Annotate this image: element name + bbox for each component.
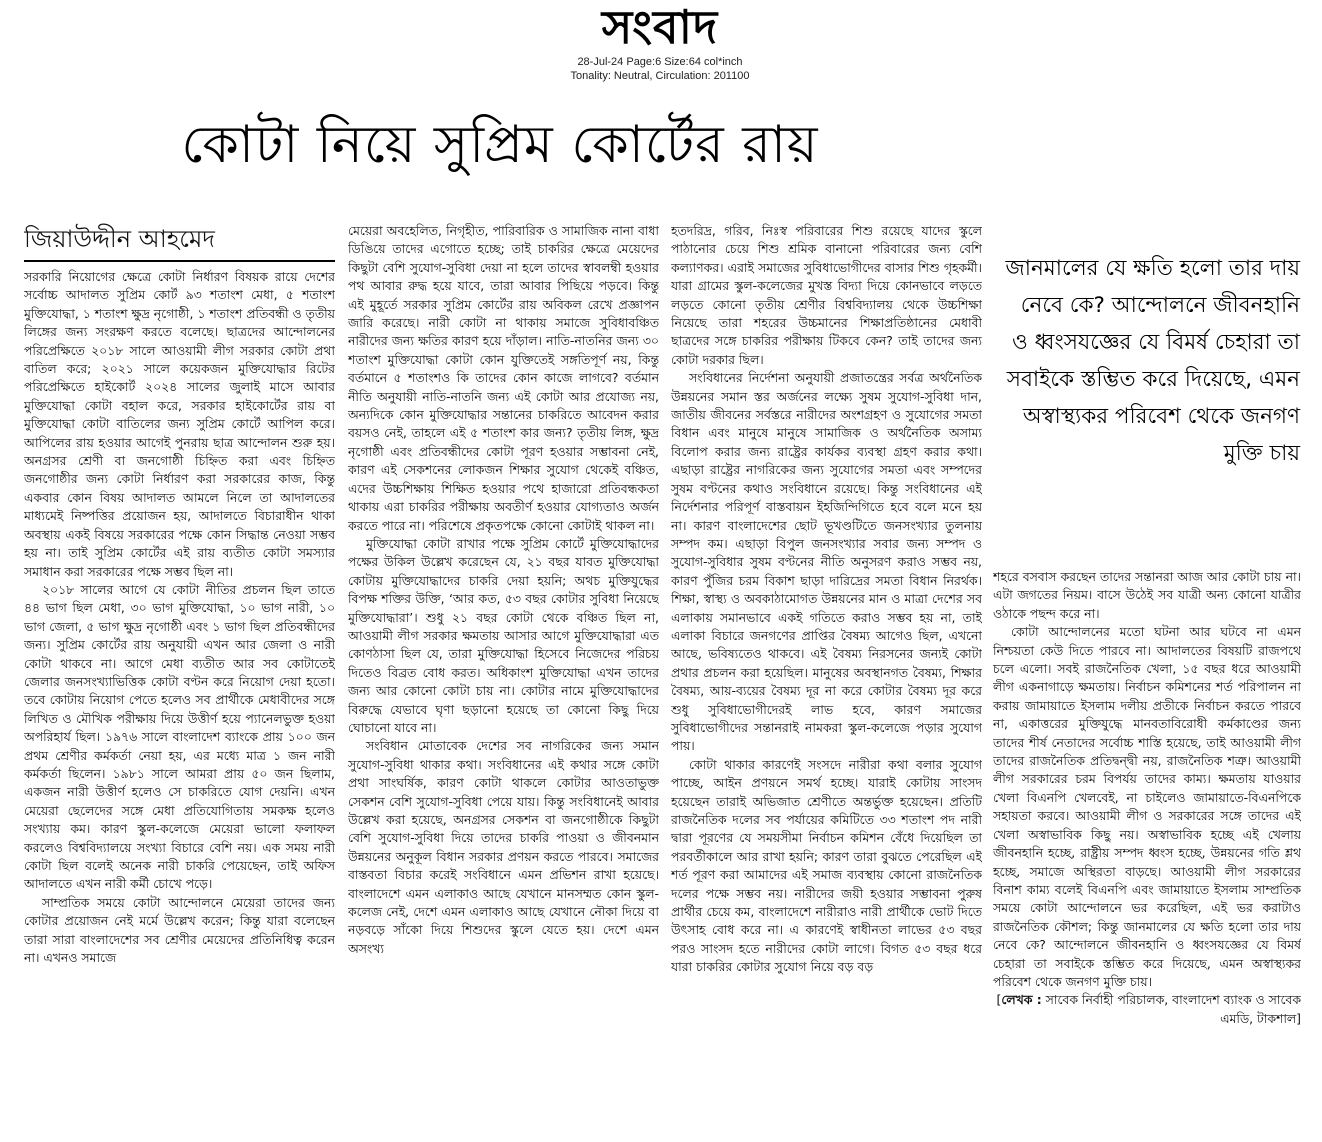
author-note: [লেখক : সাবেক নির্বাহী পরিচালক, বাংলাদেশ ব্যাংক ও সাবেক এমডি, টাকশাল] [996,992,1301,1026]
paragraph: কোটা থাকার কারণেই সংসদে নারীরা কথা বলার সুযোগ পাচ্ছে, আইন প্রণয়নে সমর্থ হচ্ছে। যারাই কোটায় সাংসদ হয়েছেন তারাই অভিজাত শ্রেণীতে অন্তর্ভুক্ত হয়েছেন। প্রতিটি রাজনৈতিক দলের সব পর্যায়ের কমিটিতে ৩৩ শতাংশ পদ নারী দ্বারা পূরণের যে সময়সীমা নির্বাচন কমিশন বেঁধে দিয়েছিল তা পরবর্তীকালে আর রাখা হয়নি; কারণ তারা বুঝতে পেরেছিল এই শর্ত পূরণ করা আমাদের এই সমাজ ব্যবস্থায় কোনো রাজনৈতিক দলের পক্ষে সম্ভব নয়। নারীদের জয়ী হওয়ার সম্ভাবনা পুরুষ প্রার্থীর চেয়ে কম, বাংলাদেশে নারীরাও নারী প্রার্থীকে ভোট দিতে উৎসাহ বোধ করে না। এ কারণেই স্বাধীনতা লাভের ৫৩ বছর পরও সাংসদ হতে নারীদের কোটা লাগে। বিগত ৫৩ বছর ধরে যারা চাকরির কোটার সুযোগ নিয়ে বড় বড় [671,756,982,975]
column-1 [24,222,335,1118]
paragraph: শহরে বসবাস করছেন তাদের সন্তানরা আজ আর কোটা চায় না। এটা জগতের নিয়ম। বাসে উঠেই সব যাত্রী অন্য কোনো যাত্রীর ওঠাকে পছন্দ করে না। [993,569,1301,621]
byline: জিয়াউদ্দীন আহমেদ [24,222,335,262]
column-4 [993,568,1301,1118]
author-note-text: সাবেক নির্বাহী পরিচালক, বাংলাদেশ ব্যাংক ও সাবেক এমডি, টাকশাল [1041,992,1301,1026]
masthead [520,2,800,58]
clipping-meta [520,55,800,83]
pull-quote: জানমালের যে ক্ষতি হলো তার দায় নেবে কে? আন্দোলনে জীবনহানি ও ধ্বংসযজ্ঞের যে বিমর্ষ চেহারা তা সবাইকে স্তম্ভিত করে দিয়েছে, এমন অস্বাস্থ্যকর পরিবেশ থেকে জনগণ মুক্তি চায় [1005,256,1300,466]
paragraph: সাম্প্রতিক সময়ে কোটা আন্দোলনে মেয়েরা তাদের জন্য কোটার প্রয়োজন নেই মর্মে উল্লেখ করেন; কিন্তু যারা বলেছেন তারা সারা বাংলাদেশের সব শ্রেণীর মেয়েদের প্রতিনিধিত্ব করেন না। এখনও সমাজে [24,894,335,966]
paragraph: মুক্তিযোদ্ধা কোটা রাখার পক্ষে সুপ্রিম কোর্টে মুক্তিযোদ্ধাদের পক্ষের উকিল উল্লেখ করেছেন যে, ২১ বছর যাবত মুক্তিযোদ্ধা কোটায় মুক্তিযোদ্ধাদের চাকরি দেয়া হয়নি; অথচ মুক্তিযুদ্ধের বিপক্ষ শক্তির উক্তি, ‘আর কত, ৫৩ বছর কোটার সুবিধা নিয়েছে মুক্তিযোদ্ধারা’। শুধু ২১ বছর কোটা থেকে বঞ্চিত ছিল না, আওয়ামী লীগ সরকার ক্ষমতায় আসার আগে মুক্তিযোদ্ধারা এত কোণঠাসা ছিল যে, তারা মুক্তিযোদ্ধা হিসেবে নিজেদের পরিচয় দিতেও বিব্রত বোধ করত। অধিকাংশ মুক্তিযোদ্ধা এখন তাদের জন্য আর কোনো কোটা চায় না। কোটার নামে মুক্তিযোদ্ধাদের বিরুদ্ধে যেভাবে ঘৃণা ছড়ানো হয়েছে তা কোনো কিছু দিয়ে ঘোচানো যাবে না। [348,535,659,735]
paragraph: সংবিধান মোতাবেক দেশের সব নাগরিকের জন্য সমান সুযোগ-সুবিধা থাকার কথা। সংবিধানের এই কথার সঙ্গে কোটা প্রথা সাংঘর্ষিক, কারণ কোটা থাকলে কোটার আওতাভুক্ত সেকশন বেশি সুযোগ-সুবিধা পেয়ে যায়। কিন্তু সংবিধানেই আবার উল্লেখ করা হয়েছে, অনগ্রসর সেকশন বা জনগোষ্ঠীকে কিছুটা বেশি সুযোগ-সুবিধা দিয়ে তাদের চাকরি পাওয়া ও জীবনমান উন্নয়নের অনুকূল বিধান সরকার প্রণয়ন করতে পারবে। সমাজের বাস্তবতা বিচার করেই সংবিধানে এমন প্রভিশন রাখা হয়েছে। বাংলাদেশে এমন এলাকাও আছে যেখানে মানসম্মত কোন স্কুল-কলেজ নেই, দেশে এমন এলাকাও আছে যেখানে নৌকা দিয়ে বা নড়বড়ে সাঁকো দিয়ে শিশুদের স্কুলে যেতে হয়। দেশে এমন অসংখ্য [348,738,659,956]
column-3 [671,222,982,1118]
article-headline: কোটা নিয়ে সুপ্রিম কোর্টের রায় [181,115,819,175]
paragraph: সরকারি নিয়োগের ক্ষেত্রে কোটা নির্ধারণ বিষয়ক রায়ে দেশের সর্বোচ্চ আদালত সুপ্রিম কোর্ট ৯৩ শতাংশ মেধা, ৫ শতাংশ মুক্তিযোদ্ধা, ১ শতাংশ ক্ষুদ্র নৃগোষ্ঠী, ১ শতাংশ প্রতিবন্ধী ও তৃতীয় লিঙ্গের জন্য সংরক্ষণ করতে বলেছে। ছাত্রদের আন্দোলনের পরিপ্রেক্ষিতে ২০১৮ সালে আওয়ামী লীগ সরকার কোটা প্রথা বাতিল করে; ২০২১ সালে কয়েকজন মুক্তিযোদ্ধার রিটের পরিপ্রেক্ষিতে হাইকোর্ট ২০২৪ সালের জুলাই মাসে আবার মুক্তিযোদ্ধা কোটা বহাল করে, সরকার হাইকোর্টের রায় বা মুক্তিযোদ্ধা কোটা বাতিলের জন্য সুপ্রিম কোর্টে আপিল করে। আপিলের রায় হওয়ার আগেই পুনরায় ছাত্র আন্দোলন শুরু হয়। অনগ্রসর শ্রেণী বা জনগোষ্ঠী চিহ্নিত করা এবং চিহ্নিত জনগোষ্ঠীর জন্য কোটা নির্ধারণ করা সরকারের কাজ, কিন্তু একবার কোন বিষয় আদালত আমলে নিলে তা আদালতের মাধ্যমেই নিষ্পত্তির প্রয়োজন হয়, আদালতে বিচারাধীন থাকা অবস্থায় একই বিষয়ে সরকারের পক্ষে কোন সিদ্ধান্ত নেওয়া সম্ভব হয় না। তাই সুপ্রিম কোর্টের এই রায় ব্যতীত কোটা সমস্যার সমাধান করা সরকারের পক্ষে সম্ভব ছিল না। [24,269,335,579]
paragraph: হতদরিদ্র, গরিব, নিঃস্ব পরিবারের শিশু রয়েছে যাদের স্কুলে পাঠানোর চেয়ে শিশু শ্রমিক বানানো পরিবারের জন্য বেশি কল্যাণকর। এরাই সমাজের সুবিধাভোগীদের বাসার শিশু গৃহকর্মী। যারা গ্রামের স্কুল-কলেজের মুখস্ত বিদ্যা দিয়ে কোনভাবে লড়তে লড়তে কোনো তৃতীয় শ্রেণীর বিশ্ববিদ্যালয় থেকে উচ্চশিক্ষা নিয়েছে তারা শহরের উচ্চমানের শিক্ষাপ্রতিষ্ঠানের মেধাবী ছাত্রদের সঙ্গে চাকরির পরীক্ষায় টিকবে কেন? তাই তাদের জন্য কোটা দরকার ছিল। [671,223,982,367]
column-2 [348,222,659,1118]
paragraph: ২০১৮ সালের আগে যে কোটা নীতির প্রচলন ছিল তাতে ৪৪ ভাগ ছিল মেধা, ৩০ ভাগ মুক্তিযোদ্ধা, ১০ ভাগ নারী, ১০ ভাগ জেলা, ৫ ভাগ ক্ষুদ্র নৃগোষ্ঠী এবং ১ ভাগ ছিল প্রতিবন্ধীদের জন্য। সুপ্রিম কোর্টের রায় অনুযায়ী এখন আর জেলা ও নারী কোটা থাকবে না। আগে মেধা ব্যতীত আর সব কোটাতেই জেলার জনসংখ্যাভিত্তিক কোটা বণ্টন করে নিয়োগ দেয়া হতো। তবে কোটায় নিয়োগ পেতে হলেও সব প্রার্থীকে মেধাবীদের সঙ্গে লিখিত ও মৌখিক পরীক্ষায় দিয়ে উত্তীর্ণ হয়ে প্যানেলভুক্ত হওয়া অপরিহার্য ছিল। ১৯৭৬ সালে বাংলাদেশ ব্যাংকে প্রায় ১০০ জন প্রথম শ্রেণীর কর্মকর্তা নেয়া হয়, এর মধ্যে মাত্র ১ জন নারী কর্মকর্তা ছিলেন। ১৯৮১ সালে আমরা প্রায় ৫০ জন ছিলাম, একজন নারী উত্তীর্ণ হলেও সে চাকরিতে যোগ দেয়নি। এখন মেয়েরা ছেলেদের সঙ্গে মেধা প্রতিযোগিতায় সমকক্ষ হলেও সংখ্যায় কম। কারণ স্কুল-কলেজে মেয়েরা ভালো ফলাফল করলেও বিশ্ববিদ্যালয়ে সংখ্যা বিচারে বেশি নয়। এক সময় নারী কোটা ছিল বলেই অনেক নারী চাকরি পেয়েছেন, তাই অফিস আদালতে এখন নারী কর্মী চোখে পড়ে। [24,581,335,892]
paragraph: মেয়েরা অবহেলিত, নিগৃহীত, পারিবারিক ও সামাজিক নানা বাধা ডিঙিয়ে তাদের এগোতে হচ্ছে; তাই চাকরির ক্ষেত্রে মেয়েদের কিছুটা বেশি সুযোগ-সুবিধা দেয়া না হলে তাদের স্বাবলম্বী হওয়ার পথ আবার রুদ্ধ হয়ে যাবে, তারা আবার পিছিয়ে পড়বে। কিন্তু এই মুহূর্তে সরকার সুপ্রিম কোর্টের রায় অবিকল রেখে প্রজ্ঞাপন জারি করেছে। নারী কোটা না থাকায় সমাজে সুবিধাবঞ্চিত নারীদের জন্য ক্ষতির কারণ হয়ে দাঁড়াল। নাতি-নাতনির জন্য ৩০ শতাংশ মুক্তিযোদ্ধা কোটা কোন যুক্তিতেই সঙ্গতিপূর্ণ নয়, কিন্তু বর্তমানে ৫ শতাংশও কি তাদের কোন কাজে লাগবে? বর্তমান নীতি অনুযায়ী নাতি-নাতনি জন্য এই কোটা আর প্রযোজ্য নয়, অন্যদিকে কোন মুক্তিযোদ্ধার সন্তানের চাকরিতে আবেদন করার বয়সও নেই, তাহলে এই ৫ শতাংশ কার জন্য? তৃতীয় লিঙ্গ, ক্ষুদ্র নৃগোষ্ঠী এবং প্রতিবন্ধীদের কোটা পূরণ হওয়ার সম্ভাবনা নেই, কারণ এই সেকশনের লোকজন শিক্ষার সুযোগ থেকেই বঞ্চিত, এদের উচ্চশিক্ষায় শিক্ষিত হওয়ার পথে হাজারো প্রতিবন্ধকতা থাকায় এরা চাকরির পরীক্ষায় অবতীর্ণ হওয়ার যোগ্যতাও অর্জন করতে পারে না। পরিশেষে প্রকৃতপক্ষে কোনো কোটাই থাকল না। [348,223,659,533]
meta-line-1: 28-Jul-24 Page:6 Size:64 col*inch [577,56,743,68]
paragraph: কোটা আন্দোলনের মতো ঘটনা আর ঘটবে না এমন নিশ্চয়তা কেউ দিতে পারবে না। আদালতের বিষয়টি রাজপথে চলে এলো। সবই রাজনৈতিক খেলা, ১৫ বছর ধরে আওয়ামী লীগ একনাগাড়ে ক্ষমতায়। নির্বাচন কমিশনের শর্ত পরিপালন না করায় জামায়াতে ইসলাম দলীয় প্রতীকে নির্বাচন করতে পারবে না, একাত্তরের মুক্তিযুদ্ধে মানবতাবিরোধী কর্মকাণ্ডের জন্য তাদের শীর্ষ নেতাদের সর্বোচ্চ শাস্তি হয়েছে, তাই আওয়ামী লীগ তাদের রাজনৈতিক প্রতিদ্বন্দ্বী নয়, রাজনৈতিক শত্রু। আওয়ামী লীগ সরকারের চরম বিপর্যয় তাদের কাম্য। ক্ষমতায় যাওয়ার খেলা বিএনপি খেলবেই, না চাইলেও জামায়াতে-বিএনপিকে সহায়তা করবে। আওয়ামী লীগ ও সরকারের সঙ্গে তাদের এই খেলা অস্বাভাবিক কিছু নয়। অস্বাভাবিক হচ্ছে এই খেলায় জীবনহানি হচ্ছে, রাষ্ট্রীয় সম্পদ ধ্বংস হচ্ছে, উন্নয়নের গতি শ্লথ হচ্ছে, সমাজে অস্থিরতা বাড়ছে। আওয়ামী লীগ সরকারের বিনাশ কাম্য বলেই বিএনপি এবং জামায়াতে ইসলাম সাম্প্রতিক সময়ে কোটা আন্দোলনে ভর করেছিল, এই ভর করাটাও রাজনৈতিক কৌশল; কিন্তু জানমালের যে ক্ষতি হলো তার দায় নেবে কে? আন্দোলনে জীবনহানি ও ধ্বংসযজ্ঞের যে বিমর্ষ চেহারা তা সবাইকে স্তম্ভিত করে দিয়েছে, এমন অস্বাস্থ্যকর পরিবেশ থেকে জনগণ মুক্তি চায়। [993,624,1301,989]
meta-line-2: Tonality: Neutral, Circulation: 201100 [570,70,750,82]
author-note-label: লেখক : [1001,992,1042,1008]
newspaper-logo: সংবাদ [601,0,719,54]
paragraph: সংবিধানের নির্দেশনা অনুযায়ী প্রজাতন্ত্রের সর্বত্র অর্থনৈতিক উন্নয়নের সমান স্তর অর্জনের লক্ষ্যে সুষম সুযোগ-সুবিধা দান, জাতীয় জীবনের সর্বস্তরে নারীদের অংশগ্রহণ ও সুযোগের সমতা বিধান এবং মানুষে মানুষে সামাজিক ও অর্থনৈতিক অসাম্য বিলোপ করার জন্য রাষ্ট্রের কার্যকর ব্যবস্থা গ্রহণ করার কথা। এছাড়া রাষ্ট্রের নাগরিকের জন্য সুযোগের সমতা এবং সম্পদের সুষম বণ্টনের কথাও সংবিধানে রয়েছে। কিন্তু সংবিধানের এই নির্দেশনার পরিপূর্ণ বাস্তবায়ন ইহজিন্দিগিতে হবে বলে মনে হয় না। কারণ বাংলাদেশের ছোট ভূখণ্ডটিতে জনসংখ্যার তুলনায় সম্পদ কম। এছাড়া বিপুল জনসংখ্যার সবার জন্য সম্পদ ও সুযোগ-সুবিধার সুষম বণ্টনের নীতি অনুসরণ করাও সম্ভব নয়, কারণ পুঁজির চরম বিকাশ ছাড়া দারিদ্রের সমতা বিধান নিরর্থক। শিক্ষা, স্বাস্থ্য ও অবকাঠামোগত উন্নয়নের মান ও মাত্রা দেশের সব এলাকায় সমানভাবে একই গতিতে করাও সম্ভব হয় না, তাই এলাকা বিচারে জনগণের প্রাপ্তির বৈষম্য আগেও ছিল, এখনো আছে, ভবিষ্যতেও থাকবে। এই বৈষম্য নিরসনের জন্যই কোটা প্রথার প্রচলন করা হয়েছিল। মানুষের অবস্থানগত বৈষম্য, শিক্ষার বৈষম্য, আয়-ব্যয়ের বৈষম্য দূর না করে কোটার বৈষম্য দূর করে শুধু সুবিধাভোগীদেরই লাভ হবে, কারণ সমাজের সুবিধাভোগীদের সন্তানরাই নামকরা স্কুল-কলেজে পড়ার সুযোগ পায়। [671,370,982,754]
